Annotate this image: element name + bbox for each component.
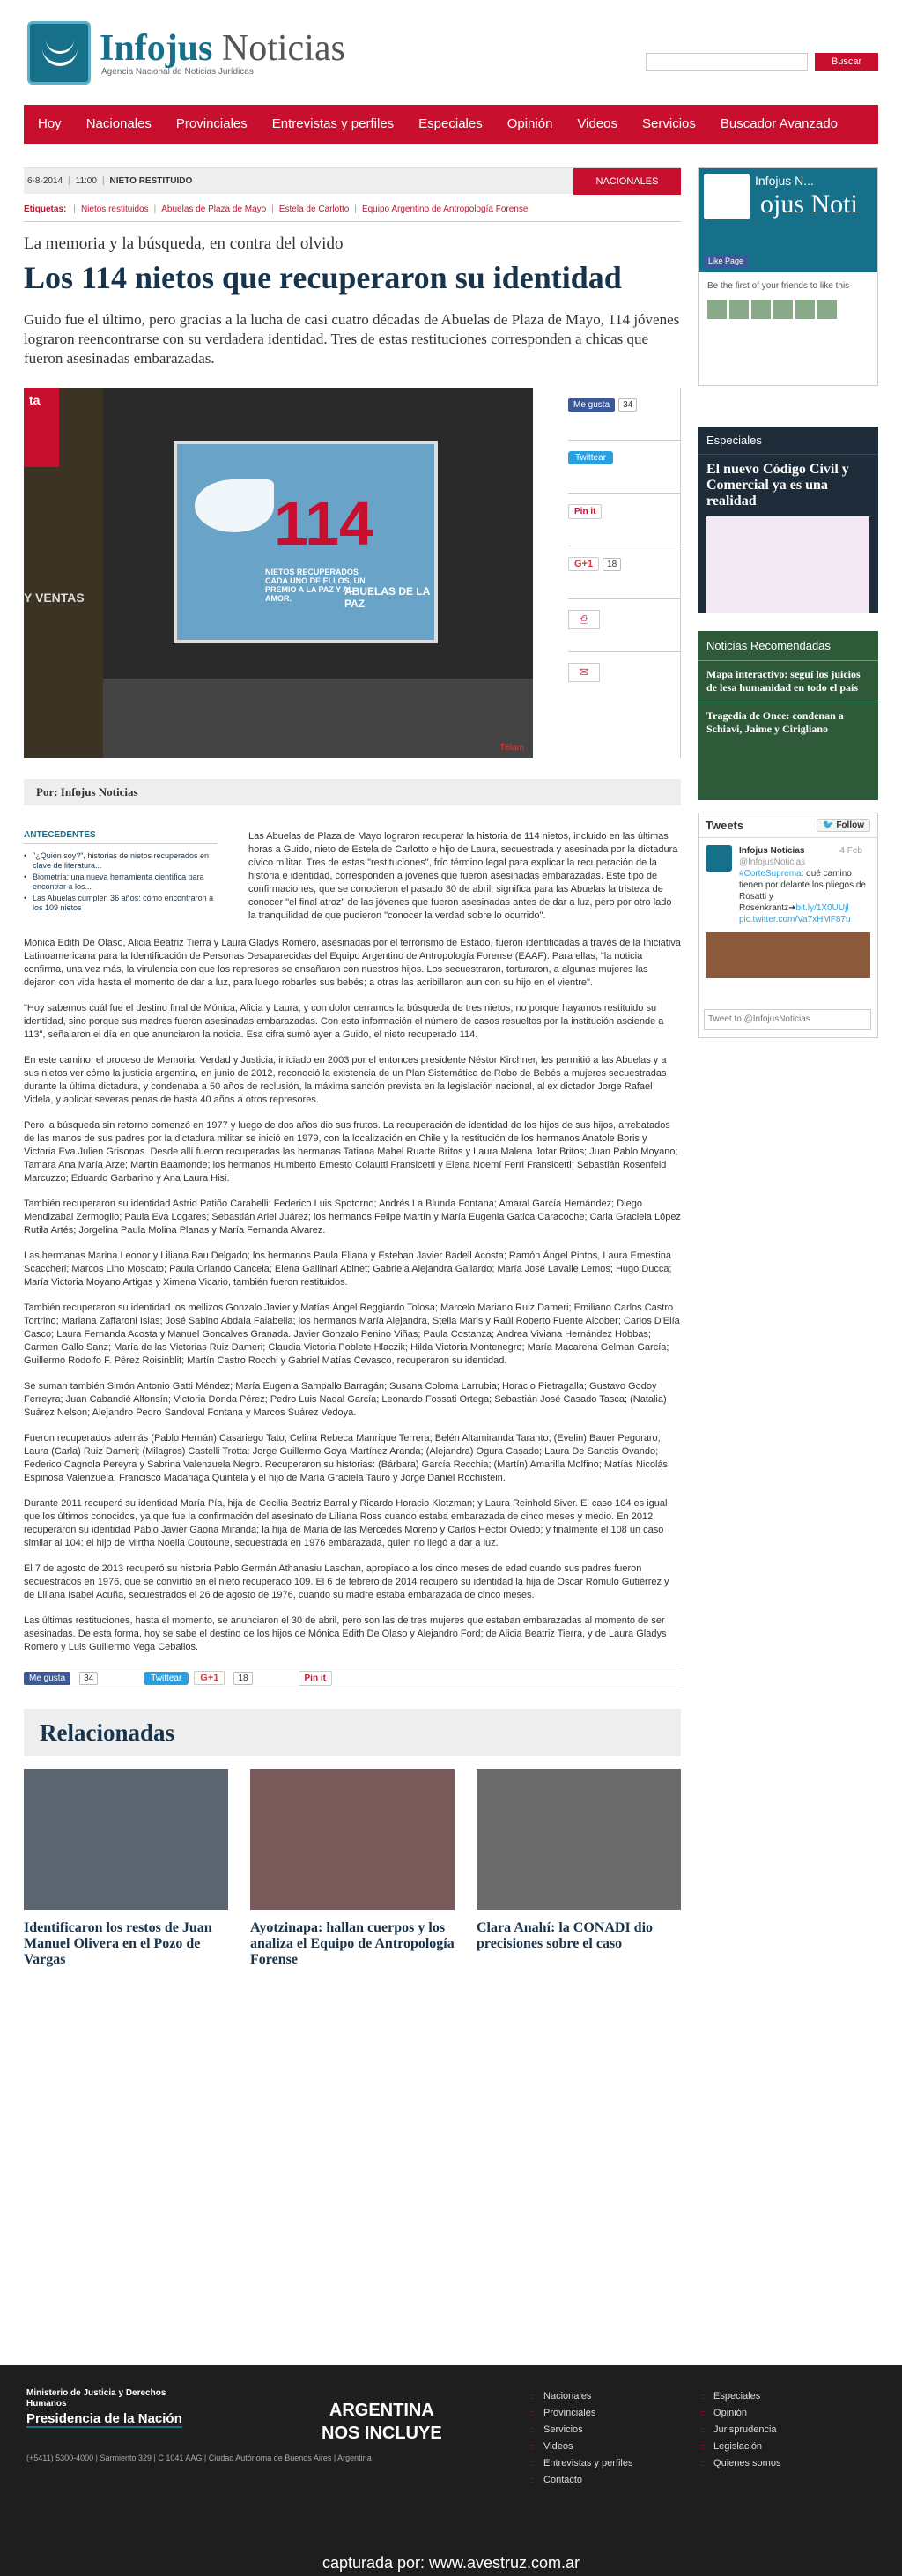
related-item[interactable] — [24, 1769, 228, 1968]
site-footer — [0, 2365, 902, 2576]
pin-it-button[interactable]: Pin it — [568, 504, 602, 519]
footer-link[interactable]: :: Legislación — [700, 2439, 780, 2455]
follow-button[interactable]: 🐦 Follow — [817, 819, 870, 832]
nav-opinion[interactable]: Opinión — [506, 116, 553, 131]
article-paragraph: Se suman también Simón Antonio Gatti Méndez; María Eugenia Sampallo Barragán; Susana Coloma Larrubia; Horacio Pietragalla; Gustavo Godoy Ferreyra; Juan Cabandié Alfonsín; Victoria Donda Pérez; Pedro Luis Nadal García; Leonardo Fossati Ortega; Sebastián José Casado Tasca; (Natalia) Suárez Nelson; Alejandro Pedro Sandoval Fontana y Marcos Suárez Vedoya. — [24, 1381, 667, 1418]
article-date: 6-8-2014 — [27, 176, 63, 186]
tag-link[interactable]: Estela de Carlotto — [278, 204, 350, 214]
article-paragraph: El 7 de agosto de 2013 recuperó su historia Pablo Germán Athanasiu Laschan, apropiado a los cinco meses de edad cuando sus padres fueron secuestrados en 1976, que se convirtió en el nieto recuperado 109. El 6 de febrero de 2014 recuperó su identidad la hija de Oscar Rómulo Gutiérrez y de Liliana Isabel Acuña, secuestrados el 26 de agosto de 1976, cuando su madre estaba embarazada de cinco meses. — [24, 1563, 669, 1600]
antecedentes — [24, 830, 218, 923]
search-form — [646, 53, 878, 71]
antecedente-link[interactable]: Las Abuelas cumplen 36 años: cómo encontraron a los 109 nietos — [33, 894, 214, 912]
article-lead: Guido fue el último, pero gracias a la lucha de casi cuatro décadas de Abuelas de Plaza de Mayo, 114 jóvenes lograron reencontrarse con su verdadera identidad. Tres de estas restituciones corresponden a chicas que fueron asesinadas embarazadas. — [24, 311, 680, 367]
footer-ministry: Ministerio de Justicia y Derechos Humanos — [26, 2388, 166, 2409]
bottom-share-bar — [24, 1667, 681, 1689]
twitter-widget — [698, 813, 878, 1038]
footer-links-2 — [700, 2388, 780, 2472]
nav-videos[interactable]: Videos — [577, 116, 618, 131]
article-paragraph: También recuperaron su identidad Astrid Patiño Carabelli; Federico Luis Spotorno; Andrés La Blunda Fontana; Amaral García Hernández; Diego Mendizabal Zermoglio; Paula Eva Logares; Sebastián Ariel Juárez; los hermanos Felipe Martín y María Eugenia Gatica Caracoche; Carla Graciela López Rutila Artés; Jorgelina Paula Molina Planas y María Fernanda Alvarez. — [24, 1199, 681, 1236]
article-paragraph: Las hermanas Marina Leonor y Liliana Bau Delgado; los hermanos Paula Eliana y Esteban Javier Badell Acosta; Ramón Ángel Pintos, Laura Ernestina Scaccheri; Marcos Lino Moscato; Paula Orlando Cancela; Elena Gallinari Abinet; Gabriela Alejandra Gallardo; María José Lavalle Lemos; Hugo Ducca; María Victoria Moyano Artigas y Ximena Vicario, también fueron restituidos. — [24, 1251, 672, 1288]
article-paragraph: Las últimas restituciones, hasta el momento, se anunciaron el 30 de abril, pero son las de tres mujeres que estaban embarazadas al momento de ser asesinadas. De esta forma, hoy se sabe el destino de los hijos de Mónica Edith De Olaso y Alejandro Ford; de Alicia Beatriz Tierra, y de Laura Gladys Romero y Luis Guillermo Vega Ceballos. — [24, 1615, 667, 1652]
tags-label: Etiquetas: — [24, 204, 67, 214]
article-media — [24, 388, 681, 758]
footer-link[interactable]: :: Jurisprudencia — [700, 2422, 780, 2439]
nav-servicios[interactable]: Servicios — [642, 116, 696, 131]
recomendada-link[interactable]: Mapa interactivo: seguí los juicios de lesa humanidad en todo el país — [698, 661, 878, 702]
logo-subtitle: Agencia Nacional de Noticias Jurídicas — [101, 66, 254, 77]
capture-credit: capturada por: www.avestruz.com.ar — [322, 2554, 580, 2572]
sidebar — [698, 167, 878, 1038]
footer-link[interactable]: :: Nacionales — [530, 2388, 633, 2405]
fb-page-logo — [704, 174, 750, 219]
especiales-headline[interactable]: El nuevo Código Civil y Comercial ya es una realidad — [706, 462, 849, 509]
footer-presidency[interactable]: Presidencia de la Nación — [26, 2411, 182, 2426]
related-item[interactable] — [250, 1769, 455, 1968]
fb-like-button[interactable]: Me gusta — [24, 1672, 70, 1685]
tweet-text: : qué camino tienen por delante los pliegos de Rosatti y Rosenkrantz➜ — [739, 869, 866, 913]
share-column — [533, 388, 681, 758]
especiales-image[interactable] — [706, 516, 869, 613]
site-logo[interactable] — [27, 21, 345, 85]
tweet-link[interactable]: bit.ly/1X0UUjl — [795, 903, 849, 913]
article-intro: Las Abuelas de Plaza de Mayo lograron recuperar la historia de 114 nietos, incluido en las últimas horas a Guido, nieto de Estela de Carlotto e hijo de Laura, secuestrada y asesinada por la dictadura cívico militar. Tres de estas "restituciones", frío término legal para explicar la recuperación de la historia e identidad, corresponden a jóvenes que fueron asesinadas embarazadas. Este tipo de confirmaciones, que se conocieron el pasado 30 de abril, significa para las Abuelas la tristeza de conocer "el final atroz" de las jóvenes que fueron asesinadas antes de dar a luz, pero por otro lado la tranquilidad de que pudieron "conocer la verdad sobre lo ocurrido". — [248, 831, 678, 921]
fb-friends — [699, 300, 877, 319]
photo-poster — [174, 441, 438, 643]
tweet-button[interactable]: Twittear — [144, 1672, 189, 1685]
recomendada-link[interactable]: Tragedia de Once: condenan a Schiavi, Jaime y Cirigliano — [706, 709, 844, 735]
photo-credit: Télam — [499, 743, 524, 753]
footer-address: (+5411) 5300-4000 | Sarmiento 329 | C 1041 AAG | Ciudad Autónoma de Buenos Aires | Argentina — [26, 2454, 372, 2462]
related-item[interactable] — [477, 1769, 681, 1968]
tweet-hashtag[interactable]: #CorteSuprema — [739, 869, 802, 879]
recomendadas-title: Noticias Recomendadas — [698, 631, 878, 661]
fb-like-count: 34 — [618, 398, 637, 412]
footer-link[interactable]: :: Quienes somos — [700, 2455, 780, 2472]
footer-link[interactable]: :: Videos — [530, 2439, 633, 2455]
article-photo — [24, 388, 533, 758]
especiales-title: Especiales — [698, 427, 878, 455]
article-kicker: La memoria y la búsqueda, en contra del olvido — [24, 234, 344, 253]
tweet-handle[interactable]: @InfojusNoticias — [739, 857, 806, 867]
article-paragraph: Mónica Edith De Olaso, Alicia Beatriz Tierra y Laura Gladys Romero, asesinadas por el terrorismo de Estado, fueron identificadas a través de la Iniciativa Latinoamericana para la Identificación de Personas Desaparecidas del Equipo Argentino de Antropología Forense (EAAF). Para ellas, "la noticia confirma, una vez más, la virulencia con que los represores se ensañaron con nuestros hijos. Los secuestraron, torturaron, a algunas mujeres las dejaron con vida hasta el momento de dar a luz, para luego robarles sus bebés; a otras las acribillaron aun con su hijo en el vientre". — [24, 938, 681, 988]
footer-argentina-logo: ARGENTINA NOS INCLUYE — [322, 2401, 442, 2443]
article-paragraph: Pero la búsqueda sin retorno comenzó en 1977 y luego de dos años dio sus frutos. La recuperación de identidad de los hijos de sus hijos, arrebatados de las manos de sus padres por la dictadura militar se inició en 1979, con la localización en Chile y la restitución de los hermanos Anatole Boris y Victoria Eva Julien Grisonas. Desde allí fueron recuperadas las hermanas Tatiana Mabel Ruarte Britos y Laura Malena Jotar Britos; Juan Pablo Moyano; Tamara Ana María Arze; Martín Baamonde; los hermanos Humberto Ernesto Colautti Fransicetti y Elena Noemí Ferri Fransicetti; Sebastián Rosenfeld Marcuzzo; Eduardo Garbarino y Ana Laura Hisi. — [24, 1120, 678, 1184]
footer-links-1 — [530, 2388, 633, 2489]
nav-hoy[interactable]: Hoy — [38, 116, 62, 131]
poster-brand: ABUELAS DE LA PAZ — [344, 585, 430, 610]
nav-buscador[interactable]: Buscador Avanzado — [720, 116, 839, 131]
article-paragraph: Fueron recuperados además (Pablo Hernán) Casariego Tato; Celina Rebeca Manrique Terrera; Belén Altamiranda Taranto; (Evelin) Bauer Pegoraro; Laura (Carla) Ruiz Dameri; (Milagros) Castelli Trotta: Jorge Guillermo Goya Martínez Aranda; (Alejandra) Ogura Casado; Laura De Sanctis Ovando; Federico Cagnola Pereyra y Sabrina Valenzuela Negro. Recuperaron su historias: (Bárbara) García Recchia; (Martín) Amarilla Molfino; Matías Nicolás Espinosa Valenzuela; Francisco Madariaga Quintela y el hijo de María Graciela Tauro y Jorge Daniel Rochistein. — [24, 1433, 669, 1483]
article-title: Los 114 nietos que recuperaron su identidad — [24, 260, 622, 295]
article-paragraph: "Hoy sabemos cuál fue el destino final de Mónica, Alicia y Laura, y con dolor cerramos la búsqueda de tres nietos, no porque hayamos restituido su identidad, sino porque sus madres fueron asesinadas embarazadas. Con esta información el número de casos resueltos por la institución asciende a 113", señalaron el día en que anunciaron la noticia. Esa cifra sumó ayer a Guido, el nieto recuperado 114. — [24, 1003, 664, 1040]
nav-entrevistas[interactable]: Entrevistas y perfiles — [271, 116, 395, 131]
article-time: 11:00 — [75, 176, 97, 186]
recomendadas-box — [698, 631, 878, 800]
article — [24, 167, 681, 1968]
fb-cover-text: ojus Noti — [760, 189, 858, 219]
related-item-title[interactable]: Identificaron los restos de Juan Manuel Olivera en el Pozo de Vargas — [24, 1920, 212, 1967]
tweet-pic-link[interactable]: pic.twitter.com/Va7xHMF87u — [739, 915, 851, 924]
dove-icon — [195, 479, 274, 532]
related-image[interactable] — [250, 1769, 455, 1910]
fb-page-name[interactable]: Infojus N... — [755, 174, 814, 188]
related-image[interactable] — [477, 1769, 681, 1910]
article-paragraph: Durante 2011 recuperó su identidad María Pía, hija de Cecilia Beatriz Barral y Ricardo Horacio Klotzman; y Laura Reinhold Siver. El caso 104 es igual que los últimos conocidos, ya que fue la confirmación del asesinato de Liliana Ross cuando estaba embarazada de cinco meses y medio. En 2012 recuperaron su identidad Pablo Javier Gaona Miranda; la hija de María de las Mercedes Moreno y Carlos Héctor Oviedo; y finalmente el 108 un caso similar al 104: el hijo de Mirtha Noelia Coutoune, secuestrada en 1976 embarazada, quien no llegó a dar a luz. — [24, 1498, 668, 1548]
article-body — [24, 937, 681, 1654]
fb-like-page-button[interactable]: Like Page — [704, 255, 748, 267]
tag-link[interactable]: Equipo Argentino de Antropología Forense — [361, 204, 529, 214]
logo-title-1: Infojus — [100, 27, 213, 69]
tweet-image[interactable] — [706, 932, 870, 978]
especiales-box — [698, 427, 878, 613]
email-icon[interactable]: ✉ — [568, 663, 600, 682]
article-dateline: 6-8-2014 | 11:00 | NIETO RESTITUIDO NACIONALES — [24, 167, 681, 194]
nav-provinciales[interactable]: Provinciales — [175, 116, 248, 131]
tags: Etiquetas: | Nietos restituidos | Abuelas de Plaza de Mayo | Estela de Carlotto | Equipo Argentino de Antropología Forense — [24, 204, 529, 214]
footer-link[interactable]: :: Provinciales — [530, 2405, 633, 2422]
related-title: Relacionadas — [24, 1709, 681, 1756]
article-paragraph: También recuperaron su identidad los mellizos Gonzalo Javier y Matías Ángel Reggiardo Tolosa; Marcelo Mariano Ruiz Dameri; Emiliano Carlos Castro Tortrino; Mariana Zaffaroni Islas; José Sabino Abdala Falabella; los hermanos María Alejandra, Stella Maris y Raúl Roberto Fuente Alcober; Carlos D'Elía Casco; Laura Fernanda Acosta y Manuel Goncalves Granada. Javier Gonzalo Penino Viñas; Paula Costanza; Andrea Viviana Hernández Hobbas; Carmen Gallo Sanz; María de las Victorias Ruiz Dameri; Claudia Victoria Poblete Hlaczik; Hilda Victoria Montenegro; María Macarena Gelman García; Guillermo Rodolfo F. Pérez Roisinblit; Martín Castro Rocchi y Gabriel Matías Cevasco, recuperaron su identidad. — [24, 1303, 680, 1366]
footer-link[interactable]: :: Opinión — [700, 2405, 780, 2422]
tweets-title: Tweets — [706, 819, 744, 832]
poster-text: NIETOS RECUPERADOS CADA UNO DE ELLOS, UN PREMIO A LA PAZ Y AL AMOR. — [265, 568, 366, 603]
category-button[interactable]: NACIONALES — [573, 168, 681, 195]
article-author: Por: Infojus Noticias — [24, 779, 681, 805]
gplus-button[interactable]: G+1 — [568, 557, 599, 571]
search-input[interactable] — [646, 53, 808, 71]
gplus-count: 18 — [603, 558, 621, 571]
search-button[interactable]: Buscar — [815, 53, 878, 71]
footer-link[interactable]: :: Entrevistas y perfiles — [530, 2455, 633, 2472]
related-grid — [24, 1769, 681, 1968]
logo-book-icon — [27, 21, 91, 85]
footer-link[interactable]: :: Servicios — [530, 2422, 633, 2439]
fb-page-widget — [698, 167, 878, 386]
article-section-label: NIETO RESTITUIDO — [109, 176, 193, 186]
avatar[interactable] — [706, 845, 732, 872]
tweet-account[interactable]: Infojus Noticias — [739, 846, 805, 856]
footer-link[interactable]: :: Especiales — [700, 2388, 780, 2405]
poster-number: 114 — [274, 489, 373, 558]
fb-like-button[interactable]: Me gusta — [568, 398, 615, 412]
tweet — [699, 838, 877, 932]
footer-link[interactable]: :: Contacto — [530, 2472, 633, 2489]
antecedente-link[interactable]: "¿Quién soy?", historias de nietos recuperados en clave de literatura... — [33, 851, 209, 870]
fb-cta: Be the first of your friends to like this — [707, 281, 850, 291]
photo-store-text: ta — [24, 388, 59, 467]
nav-especiales[interactable]: Especiales — [418, 116, 483, 131]
tag-link[interactable]: Abuelas de Plaza de Mayo — [161, 204, 267, 214]
main-nav — [24, 105, 878, 144]
tweet-date[interactable]: 4 Feb — [839, 846, 862, 856]
related-item-title[interactable]: Clara Anahí: la CONADI dio precisiones sobre el caso — [477, 1920, 654, 1951]
tag-link[interactable]: Nietos restituidos — [80, 204, 149, 214]
print-icon[interactable]: ⎙ — [568, 610, 600, 629]
antecedente-link[interactable]: Biometría: una nueva herramienta científica para encontrar a los... — [33, 872, 204, 891]
gplus-count: 18 — [233, 1672, 252, 1685]
related-image[interactable] — [24, 1769, 228, 1910]
site-header — [24, 0, 878, 97]
photo-store-text-2: Y VENTAS — [24, 590, 85, 605]
tweet-input[interactable]: Tweet to @InfojusNoticias — [704, 1009, 871, 1030]
tweet-button[interactable]: Twittear — [568, 451, 613, 464]
nav-nacionales[interactable]: Nacionales — [85, 116, 152, 131]
fb-like-count: 34 — [79, 1672, 98, 1685]
antecedentes-title: ANTECEDENTES — [24, 830, 218, 844]
related-item-title[interactable]: Ayotzinapa: hallan cuerpos y los analiza el Equipo de Antropología Forense — [250, 1920, 455, 1967]
gplus-button[interactable]: G+1 — [194, 1671, 225, 1685]
article-paragraph: En este camino, el proceso de Memoria, Verdad y Justicia, iniciado en 2003 por el entonces presidente Néstor Kirchner, les permitió a las Abuelas y a sus nietos ver cómo la justicia argentina, en junio de 2012, reconoció la existencia de un Plan Sistemático de Robo de Bebés a mujeres secuestradas durante la última dictadura, y condenaba a 50 años de reclusión, la máxima sanción prevista en la legislación nacional, al ex dictador Jorge Rafael Videla, y aplicar severas penas de hasta 40 años a otros represores. — [24, 1055, 667, 1105]
logo-title-2: Noticias — [221, 27, 345, 69]
pin-it-button[interactable]: Pin it — [299, 1671, 332, 1686]
